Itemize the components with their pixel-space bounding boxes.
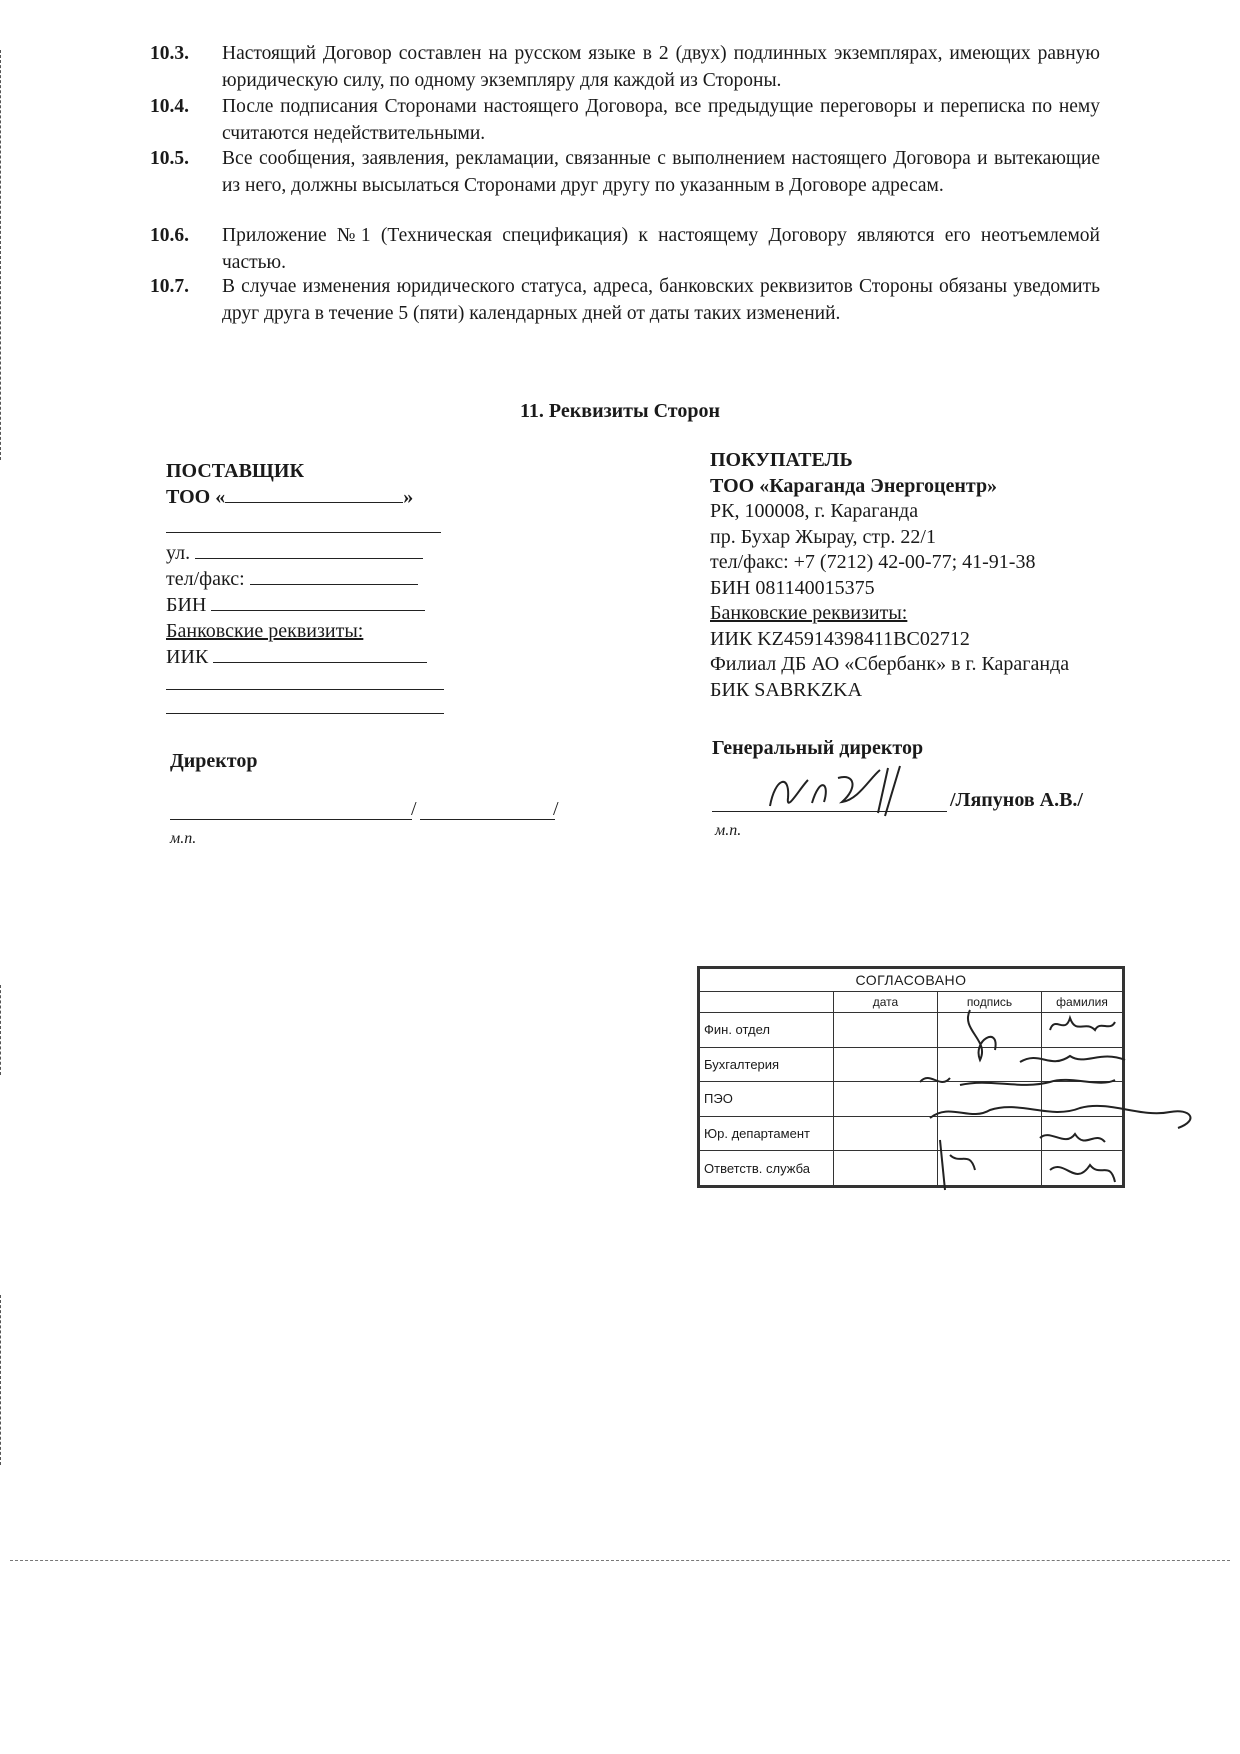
row-label: ПЭО (700, 1082, 834, 1117)
buyer-bank-label: Банковские реквизиты: (710, 602, 908, 624)
buyer-director-label: Генеральный директор (712, 737, 924, 759)
supplier-blank-line[interactable] (166, 531, 441, 533)
clause-number: 10.4. (150, 96, 189, 117)
supplier-org-prefix: ТОО « (166, 486, 226, 508)
buyer-signature-scribble (760, 758, 960, 818)
buyer-address-1: РК, 100008, г. Караганда (710, 500, 919, 522)
supplier-name-line[interactable] (420, 818, 555, 820)
supplier-blank-line[interactable] (166, 688, 444, 690)
section-title: 11. Реквизиты Сторон (520, 400, 720, 422)
clause-number: 10.6. (150, 225, 189, 246)
clause-text: Все сообщения, заявления, рекламации, связанные с выполнением настоящего Договора и вытекающие из него, должны высылаться Сторонами друг другу по указанным в Договоре адресам. (222, 148, 1100, 196)
row-label: Ответств. служба (700, 1151, 834, 1186)
supplier-signature-sep: / (411, 798, 417, 820)
supplier-signature-line[interactable] (170, 818, 412, 820)
supplier-bin-row (166, 592, 425, 618)
supplier-org-blank[interactable] (225, 484, 403, 503)
street-label: ул. (166, 542, 191, 564)
approval-title: СОГЛАСОВАНО (700, 969, 1123, 992)
phone-label: тел/факс: (166, 568, 245, 590)
approval-signatures-scribble (900, 990, 1230, 1200)
buyer-org: ТОО «Караганда Энергоцентр» (710, 474, 998, 497)
scan-edge-mark (0, 1295, 4, 1465)
buyer-bik: БИК SABRKZKA (710, 678, 863, 701)
iik-blank[interactable] (213, 644, 427, 663)
buyer-heading: ПОКУПАТЕЛЬ (710, 449, 853, 471)
buyer-branch: Филиал ДБ АО «Сбербанк» в г. Караганда (710, 653, 1070, 675)
column-date: дата (834, 992, 938, 1013)
clause-text: После подписания Сторонами настоящего Договора, все предыдущие переговоры и переписка по нему считаются недействительными. (222, 96, 1100, 144)
buyer-phone: тел/факс: +7 (7212) 42-00-77; 41-91-38 (710, 551, 1036, 573)
column-surname: фамилия (1042, 992, 1123, 1013)
clause-10-6 (150, 222, 1100, 276)
supplier-signature-sep-end: / (553, 798, 559, 820)
clause-number: 10.5. (150, 148, 189, 169)
buyer-seal-mark: м.п. (715, 822, 742, 839)
supplier-phone-row (166, 566, 418, 592)
supplier-org (166, 484, 466, 510)
clause-number: 10.3. (150, 43, 189, 64)
column-signature: подпись (938, 992, 1042, 1013)
bin-label: БИН (166, 594, 207, 616)
row-label: Бухгалтерия (700, 1047, 834, 1082)
supplier-seal-mark: м.п. (170, 830, 197, 847)
supplier-block (166, 458, 466, 510)
supplier-iik-row (166, 644, 427, 670)
buyer-iik: ИИК KZ45914398411BC02712 (710, 627, 970, 650)
supplier-blank-line[interactable] (166, 712, 444, 714)
scan-bottom-line (10, 1560, 1230, 1561)
clause-text: Приложение №1 (Техническая спецификация) к настоящему Договору являются его неотъемлемой частью. (222, 225, 1100, 273)
supplier-heading: ПОСТАВЩИК (166, 460, 304, 482)
street-blank[interactable] (195, 540, 423, 559)
supplier-director-label: Директор (170, 750, 258, 772)
scan-edge-mark (0, 985, 4, 1075)
phone-blank[interactable] (250, 566, 418, 585)
bin-blank[interactable] (211, 592, 425, 611)
clause-10-7 (150, 273, 1100, 327)
supplier-org-suffix: » (403, 486, 414, 508)
buyer-block (710, 448, 1160, 703)
clause-text: В случае изменения юридического статуса, адреса, банковских реквизитов Стороны обязаны уведомить друг друга в течение 5 (пяти) календарных дней от даты таких изменений. (222, 276, 1100, 324)
buyer-bin: БИН 081140015375 (710, 576, 875, 599)
buyer-address-2: пр. Бухар Жырау, стр. 22/1 (710, 525, 936, 548)
clause-10-5 (150, 145, 1100, 199)
iik-label: ИИК (166, 646, 209, 668)
supplier-street-row (166, 540, 423, 566)
buyer-signer-name: /Ляпунов А.В./ (950, 789, 1083, 811)
row-label: Фин. отдел (700, 1013, 834, 1048)
clause-10-4 (150, 93, 1100, 147)
supplier-bank-label: Банковские реквизиты: (166, 620, 364, 642)
clause-text: Настоящий Договор составлен на русском языке в 2 (двух) подлинных экземплярах, имеющих равную юридическую силу, по одному экземпляру для каждой из Стороны. (222, 43, 1100, 91)
scan-edge-mark (0, 50, 4, 460)
row-label: Юр. департамент (700, 1116, 834, 1151)
clause-number: 10.7. (150, 276, 189, 297)
clause-10-3 (150, 40, 1100, 94)
